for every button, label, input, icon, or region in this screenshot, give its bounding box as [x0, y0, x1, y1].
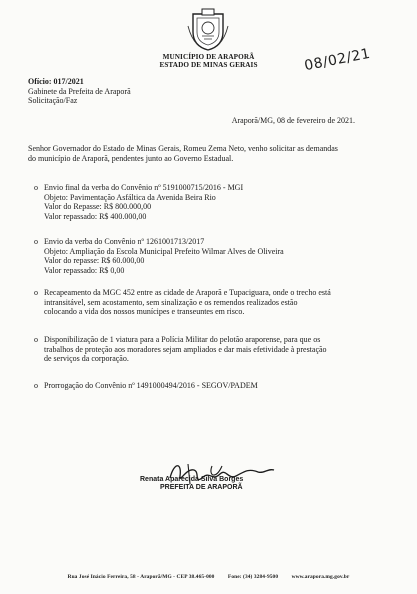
item-line: trabalhos de proteção aos moradores sejam ampliados e dar mais efetividade à prestação — [44, 344, 327, 354]
footer-phone: Fone: (34) 3284-9500 — [227, 574, 279, 580]
bullet-icon: o — [34, 237, 38, 246]
item-line: Prorrogação do Convênio nº 1491000494/2016 - SEGOV/PADEM — [44, 381, 258, 390]
bullet-icon: o — [34, 183, 38, 192]
signature-block — [140, 458, 290, 508]
item-line: Recapeamento da MGC 452 entre as cidade de Araporã e Tupaciguara, onde o trecho está — [44, 288, 331, 297]
letter-meta — [28, 77, 131, 106]
handwritten-date: 08/02/21 — [303, 45, 372, 75]
footer-site: www.arapora.mg.gov.br — [291, 574, 350, 580]
signatory-title: PREFEITA DE ARAPORÃ — [160, 484, 243, 491]
item-line: de serviços da corporação. — [44, 354, 129, 363]
item-line: Objeto: Ampliação da Escola Municipal Prefeito Wilmar Alves de Oliveira — [44, 246, 284, 256]
header-municipality: MUNICÍPIO DE ARAPORÃ — [162, 53, 255, 61]
intro-line: do município de Araporã, pendentes junto ao Governo Estadual. — [28, 153, 234, 163]
item-line: colocando a vida dos nossos munícipes e transeuntes em risco. — [44, 307, 245, 316]
oficio-number: Ofício: 017/2021 — [28, 77, 84, 86]
intro-paragraph — [28, 144, 378, 163]
list-item — [44, 288, 356, 317]
item-line: Valor repassado: R$ 400.000,00 — [44, 211, 147, 221]
item-line: Objeto: Pavimentação Asfáltica da Avenida Beira Rio — [44, 192, 216, 202]
footer-address: Rua José Inácio Ferreira, 58 - Araporã/MG - CEP 38.465-000 — [67, 574, 215, 580]
bullet-icon: o — [34, 288, 38, 297]
municipal-seal-icon — [187, 8, 229, 52]
list-item — [44, 183, 356, 221]
list-item — [44, 381, 356, 391]
gabinete-line: Gabinete da Prefeita de Araporã — [28, 86, 131, 96]
intro-line: Senhor Governador do Estado de Minas Gerais, Romeu Zema Neto, venho solicitar as demandas — [28, 144, 338, 153]
item-line: Valor do Repasse: R$ 800.000,00 — [44, 202, 152, 211]
date-line: Araporã/MG, 08 de fevereiro de 2021. — [231, 116, 355, 125]
item-line: Envio da verba do Convênio nº 1261001713/2017 — [44, 237, 205, 246]
signatory-name: Renata Aparecida Silva Borges — [140, 476, 244, 483]
list-item — [44, 237, 356, 275]
item-line: intransitável, sem acostamento, sem sinalização e os remendos realizados estão — [44, 297, 298, 307]
item-line: Envio final da verba do Convênio nº 5191000715/2016 - MGI — [44, 183, 244, 192]
list-item — [44, 335, 356, 364]
request-type: Solicitação/Faz — [28, 96, 78, 106]
item-line: Disponibilização de 1 viatura para a Polícia Militar do pelotão araporense, para que os — [44, 335, 321, 344]
bullet-icon: o — [34, 335, 38, 344]
footer — [0, 574, 417, 580]
item-line: Valor do repasse: R$ 60.000,00 — [44, 256, 145, 265]
bullet-icon: o — [34, 381, 38, 390]
item-line: Valor repassado: R$ 0,00 — [44, 265, 125, 275]
header-state: ESTADO DE MINAS GERAIS — [159, 61, 258, 69]
